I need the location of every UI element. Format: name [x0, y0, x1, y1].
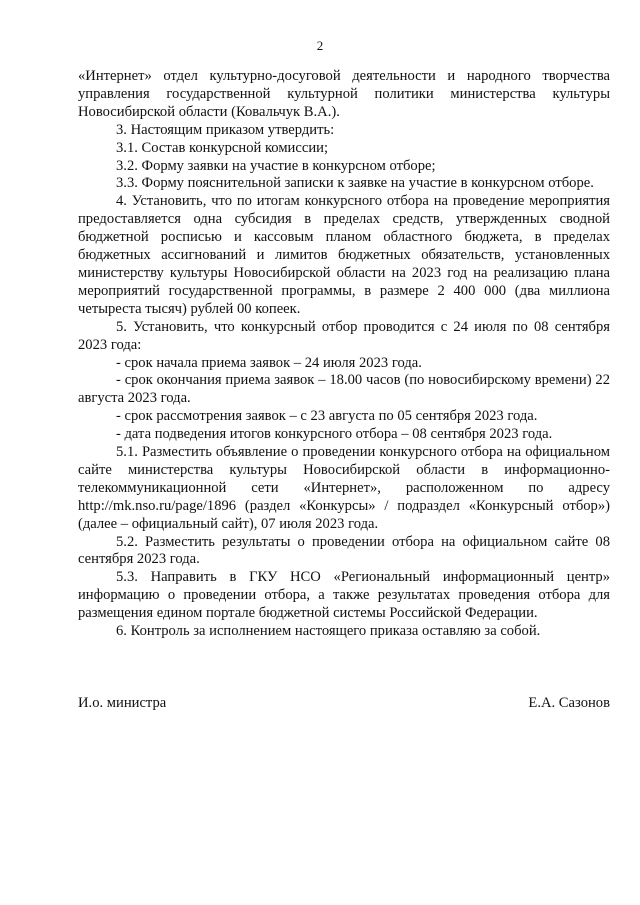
paragraph: 6. Контроль за исполнением настоящего приказа оставляю за собой.	[116, 623, 541, 640]
paragraph: 3.1. Состав конкурсной комиссии;	[116, 139, 329, 156]
paragraph: - дата подведения итогов конкурсного отбора – 08 сентября 2023 года.	[116, 426, 553, 443]
signatory-name: Е.А. Сазонов	[528, 695, 610, 711]
paragraph: 5. Установить, что конкурсный отбор проводится с 24 июля по 08 сентября 2023 года:	[78, 318, 610, 353]
paragraph: 3. Настоящим приказом утвердить:	[116, 121, 335, 138]
paragraph: 5.2. Разместить результаты о проведении отбора на официальном сайте 08 сентября 2023 года.	[78, 533, 610, 568]
paragraph: 4. Установить, что по итогам конкурсного отбора на проведение мероприятия предоставляется одна субсидия в пределах средств, утвержденных сводной бюджетной росписью и кассовым планом областного бюджета, в пределах бюджетных ассигнований и лимитов бюджетных обязательств, установленных министерству культуры Новосибирской области на 2023 год на реализацию плана мероприятий государственной программы, в размере 2 400 000 (два миллиона четыреста тысяч) рублей 00 копеек.	[78, 193, 610, 317]
page-number: 2	[316, 38, 324, 53]
document-body	[78, 68, 610, 641]
paragraph: - срок рассмотрения заявок – с 23 августа по 05 сентября 2023 года.	[116, 408, 538, 425]
paragraph: - срок начала приема заявок – 24 июля 2023 года.	[116, 354, 422, 371]
paragraph: 5.3. Направить в ГКУ НСО «Региональный информационный центр» информацию о проведении отбора, а также результатах проведения отбора для размещения едином портале бюджетной системы Российской Федерации.	[78, 569, 610, 622]
paragraph: 5.1. Разместить объявление о проведении конкурсного отбора на официальном сайте министерства культуры Новосибирской области в информационно-телекоммуникационной сети «Интернет», расположенном по адресу http://mk.nso.ru/page/1896 (раздел «Конкурсы» / подраздел «Конкурсный отбор») (далее – официальный сайт), 07 июля 2023 года.	[78, 444, 610, 532]
paragraph: - срок окончания приема заявок – 18.00 часов (по новосибирскому времени) 22 августа 2023 года.	[78, 372, 610, 407]
paragraph: 3.2. Форму заявки на участие в конкурсном отборе;	[116, 157, 436, 174]
paragraph: 3.3. Форму пояснительной записки к заявке на участие в конкурсном отборе.	[116, 175, 594, 192]
signatory-position: И.о. министра	[78, 695, 167, 711]
paragraph: «Интернет» отдел культурно-досуговой деятельности и народного творчества управления государственной культурной политики министерства культуры Новосибирской области (Ковальчук В.А.).	[78, 68, 610, 120]
